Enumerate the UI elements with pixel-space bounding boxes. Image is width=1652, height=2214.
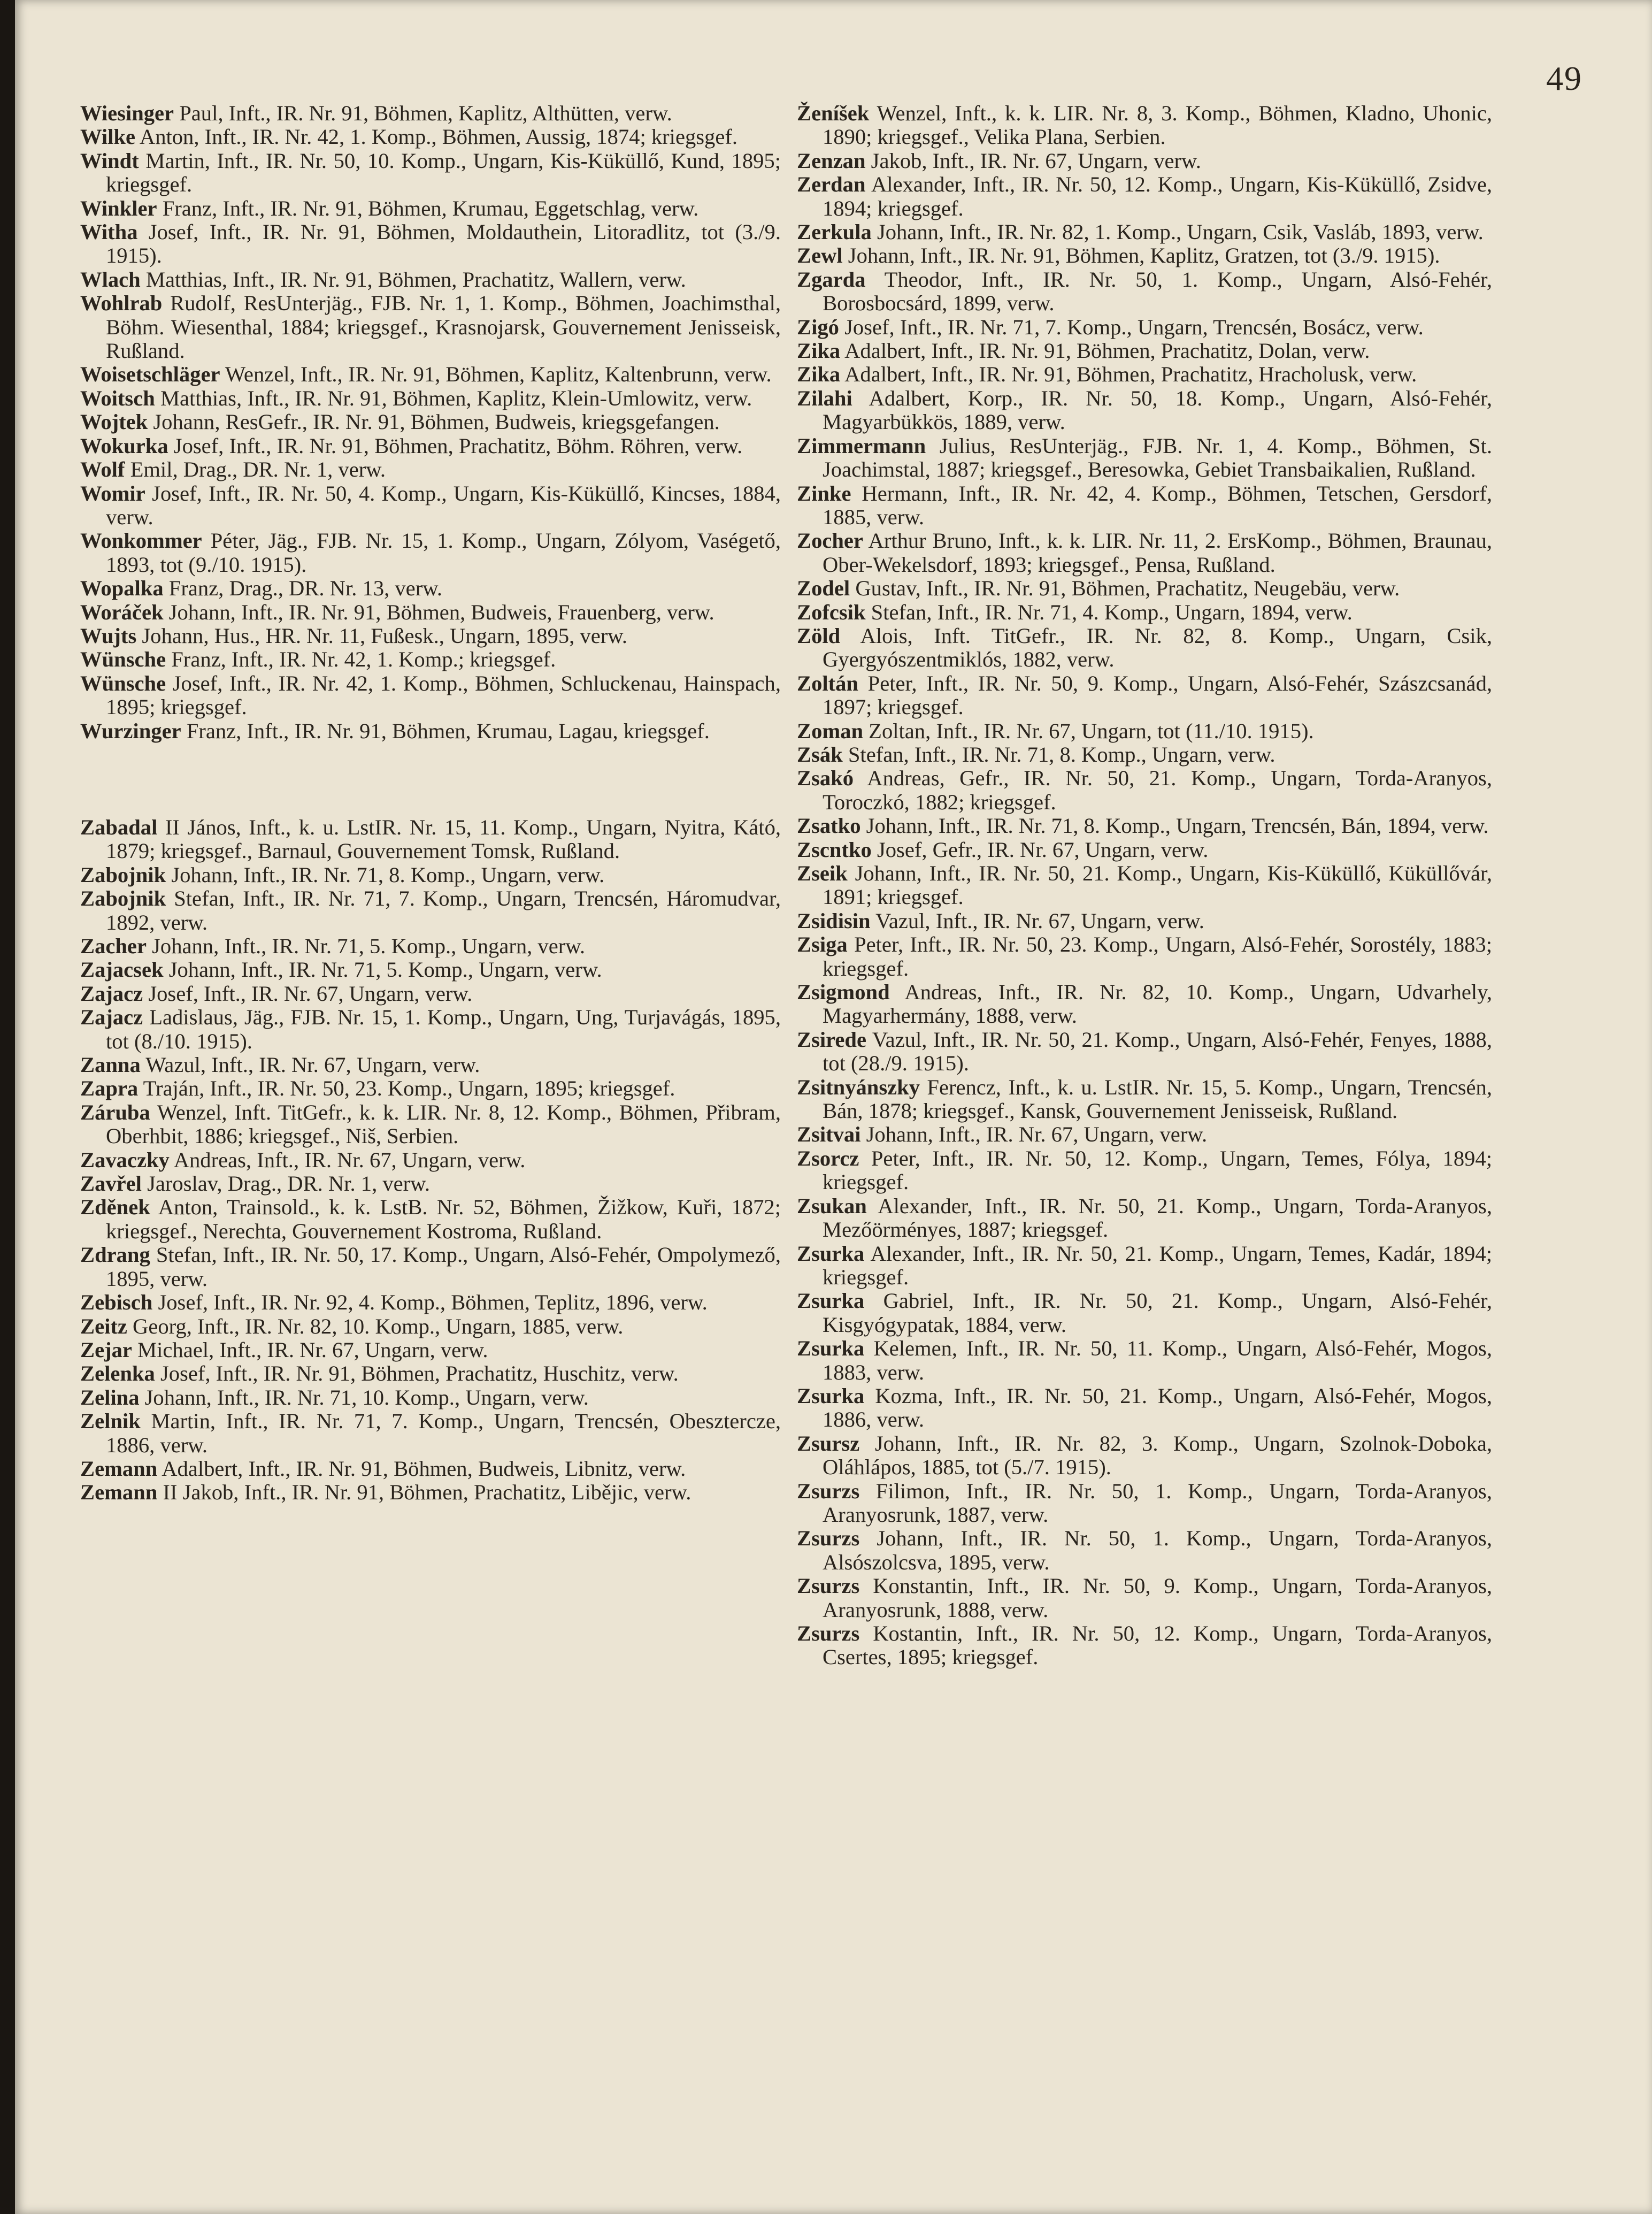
entry-surname: Zabadal [80,815,158,839]
entry-surname: Zabojnik [80,862,166,887]
entry-surname: Zajacz [80,981,143,1006]
entry-details: Theodor, Inft., IR. Nr. 50, 1. Komp., Ungarn, Alsó-Fehér, Borosbocsárd, 1899, verw. [823,267,1492,316]
register-entry [797,1028,1492,1076]
section-gap [80,743,781,816]
entry-surname: Zöld [797,623,841,648]
entry-surname: Zinke [797,481,851,505]
entry-surname: Zika [797,339,841,363]
register-entry [797,387,1492,434]
entry-details: Matthias, Inft., IR. Nr. 91, Böhmen, Prachatitz, Wallern, verw. [140,267,686,292]
entry-details: Georg, Inft., IR. Nr. 82, 10. Komp., Ungarn, 1885, verw. [127,1314,624,1338]
entry-surname: Wolf [80,457,125,482]
entry-details: II János, Inft., k. u. LstIR. Nr. 15, 11. Komp., Ungarn, Nyitra, Kátó, 1879; kriegsgef., Barnaul, Gouvernement Tomsk, Rußland. [106,815,781,863]
entry-surname: Windt [80,148,139,173]
entry-surname: Zewl [797,243,843,268]
entry-details: Alexander, Inft., IR. Nr. 50, 12. Komp., Ungarn, Kis-Küküllő, Zsidve, 1894; kriegsgef. [823,172,1492,220]
register-entry [80,1315,781,1338]
entry-surname: Wokurka [80,433,168,458]
register-entry [797,1337,1492,1384]
entry-details: Josef, Inft., IR. Nr. 91, Böhmen, Moldauthein, Litoradlitz, tot (3./9. 1915). [106,220,781,268]
entry-surname: Wurzinger [80,718,181,743]
register-entry [80,458,781,481]
register-entry [80,601,781,624]
register-entry [797,1527,1492,1574]
register-entry [797,814,1492,838]
entry-details: Johann, Inft., IR. Nr. 71, 5. Komp., Ungarn, verw. [146,934,586,958]
entry-surname: Zdrang [80,1243,150,1267]
entry-surname: Zoman [797,718,864,743]
entry-details: Johann, Inft., IR. Nr. 71, 10. Komp., Ungarn, verw. [139,1385,589,1409]
entry-details: Gustav, Inft., IR. Nr. 91, Böhmen, Prachatitz, Neugebäu, verw. [850,576,1400,601]
entry-surname: Zsitvai [797,1122,861,1147]
register-entry [797,980,1492,1028]
entry-surname: Womir [80,481,145,505]
register-entry [80,648,781,671]
right-column [797,102,1492,1669]
register-entry [797,1432,1492,1480]
register-entry [797,862,1492,909]
entry-details: Alexander, Inft., IR. Nr. 50, 21. Komp., Ungarn, Temes, Kadár, 1894; kriegsgef. [823,1241,1492,1289]
entry-surname: Zofcsik [797,600,866,624]
entry-details: Arthur Bruno, Inft., k. k. LIR. Nr. 11, 2. ErsKomp., Böhmen, Braunau, Ober-Wekelsdorf, 1893; kriegsgef., Pensa, Rußland. [823,528,1492,577]
entry-surname: Zoltán [797,671,858,695]
entry-surname: Witha [80,220,138,244]
register-entry [797,363,1492,386]
entry-surname: Winkler [80,196,157,220]
register-entry [80,387,781,410]
register-entry [80,363,781,386]
register-entry [80,958,781,982]
entry-details: Traján, Inft., IR. Nr. 50, 23. Komp., Ungarn, 1895; kriegsgef. [138,1076,675,1101]
register-entry [797,909,1492,933]
entry-surname: Zerdan [797,172,866,197]
entry-details: II Jakob, Inft., IR. Nr. 91, Böhmen, Prachatitz, Libějic, verw. [157,1480,691,1505]
entry-details: Kelemen, Inft., IR. Nr. 50, 11. Komp., Ungarn, Alsó-Fehér, Mogos, 1883, verw. [823,1336,1492,1384]
register-entry [80,1362,781,1385]
register-entry [80,1006,781,1053]
entry-details: Johann, ResGefr., IR. Nr. 91, Böhmen, Budweis, kriegsgefangen. [148,410,720,434]
register-entry [797,1123,1492,1146]
entry-surname: Zsurka [797,1241,865,1266]
register-entry [797,672,1492,719]
entry-surname: Wilke [80,125,135,149]
entry-surname: Zajacz [80,1005,143,1030]
entry-surname: Zejar [80,1337,132,1362]
entry-surname: Zsursz [797,1431,860,1455]
entry-details: Stefan, Inft., IR. Nr. 71, 4. Komp., Ungarn, 1894, verw. [865,600,1353,624]
entry-surname: Zsurka [797,1383,865,1408]
entry-details: Vazul, Inft., IR. Nr. 50, 21. Komp., Ungarn, Alsó-Fehér, Fenyes, 1888, tot (28./9. 1915). [823,1027,1492,1076]
entry-surname: Wujts [80,623,137,648]
entry-details: Kostantin, Inft., IR. Nr. 50, 12. Komp., Ungarn, Torda-Aranyos, Csertes, 1895; kriegsgef. [823,1621,1492,1669]
entry-surname: Zemann [80,1456,158,1481]
register-entry [80,529,781,577]
entry-surname: Zocher [797,528,863,553]
entry-details: Ferencz, Inft., k. u. LstIR. Nr. 15, 5. Komp., Ungarn, Trencsén, Bán, 1878; kriegsgef., Kansk, Gouvernement Jenisseisk, Rußland. [823,1075,1492,1123]
register-entry [80,1457,781,1481]
entry-surname: Zodel [797,576,850,601]
entry-details: Julius, ResUnterjäg., FJB. Nr. 1, 4. Komp., Böhmen, St. Joachimstal, 1887; kriegsgef., Beresowka, Gebiet Transbaikalien, Rußland. [823,433,1492,482]
register-entry [797,719,1492,743]
entry-surname: Záruba [80,1100,150,1124]
register-entry [797,838,1492,862]
entry-surname: Zsirede [797,1027,866,1052]
entry-surname: Zelenka [80,1361,155,1386]
entry-details: Johann, Inft., IR. Nr. 71, 5. Komp., Ungarn, verw. [163,957,602,982]
entry-surname: Woitsch [80,386,155,410]
entry-details: Johann, Inft., IR. Nr. 82, 1. Komp., Ungarn, Csik, Vasláb, 1893, verw. [871,220,1484,244]
book-page [15,0,1652,2214]
entry-details: Wenzel, Inft., IR. Nr. 91, Böhmen, Kaplitz, Kaltenbrunn, verw. [220,362,772,387]
entry-surname: Wohlrab [80,291,163,316]
entry-surname: Wiesinger [80,101,174,125]
entry-details: Wazul, Inft., IR. Nr. 67, Ungarn, verw. [140,1053,480,1077]
register-entry [80,410,781,434]
entry-surname: Zscntko [797,837,872,862]
entry-surname: Zelina [80,1385,140,1409]
register-entry [797,316,1492,339]
register-entry [80,1077,781,1100]
entry-surname: Wünsche [80,647,166,672]
entry-surname: Zika [797,362,841,387]
entry-surname: Zsák [797,742,843,767]
entry-details: Konstantin, Inft., IR. Nr. 50, 9. Komp., Ungarn, Torda-Aranyos, Aranyosrunk, 1888, verw. [823,1574,1492,1622]
register-entry [797,1622,1492,1669]
register-entry [80,220,781,268]
entry-surname: Wonkommer [80,528,202,553]
entry-details: Josef, Inft., IR. Nr. 91, Böhmen, Prachatitz, Böhm. Röhren, verw. [168,433,743,458]
entry-details: Rudolf, ResUnterjäg., FJB. Nr. 1, 1. Komp., Böhmen, Joachimsthal, Böhm. Wiesenthal, 1884; kriegsgef., Krasnojarsk, Gouvernement Jenisseisk, Rußland. [106,291,781,363]
entry-surname: Zsurzs [797,1574,860,1598]
entry-details: Johann, Inft., IR. Nr. 91, Böhmen, Kaplitz, Gratzen, tot (3./9. 1915). [842,243,1440,268]
register-entry [80,887,781,934]
entry-details: Andreas, Gefr., IR. Nr. 50, 21. Komp., Ungarn, Torda-Aranyos, Toroczkó, 1882; kriegsgef. [823,766,1492,814]
entry-details: Johann, Inft., IR. Nr. 50, 1. Komp., Ungarn, Torda-Aranyos, Alsószolcsva, 1895, verw. [823,1526,1492,1574]
entry-surname: Zsakó [797,766,854,791]
entry-details: Paul, Inft., IR. Nr. 91, Böhmen, Kaplitz, Althütten, verw. [174,101,672,125]
entry-details: Josef, Inft., IR. Nr. 71, 7. Komp., Ungarn, Trencsén, Bosácz, verw. [839,315,1424,339]
entry-surname: Zigó [797,315,839,339]
entry-surname: Zajacsek [80,957,164,982]
entry-details: Johann, Hus., HR. Nr. 11, Fußesk., Ungarn, 1895, verw. [136,623,628,648]
register-entry [80,434,781,458]
register-entry [797,601,1492,624]
entry-details: Johann, Inft., IR. Nr. 50, 21. Komp., Ungarn, Kis-Küküllő, Küküllővár, 1891; kriegsgef. [823,861,1492,909]
entry-details: Franz, Inft., IR. Nr. 91, Böhmen, Krumau, Eggetschlag, verw. [157,196,699,220]
register-entry [80,577,781,600]
entry-details: Vazul, Inft., IR. Nr. 67, Ungarn, verw. [870,908,1204,933]
entry-details: Johann, Inft., IR. Nr. 91, Böhmen, Budweis, Frauenberg, verw. [163,600,714,624]
register-entry [80,1481,781,1504]
entry-surname: Wlach [80,267,141,292]
entry-surname: Zeitz [80,1314,127,1338]
register-entry [797,102,1492,149]
entry-surname: Zavaczky [80,1147,170,1172]
register-entry [797,149,1492,173]
register-entry [797,1289,1492,1337]
entry-details: Alois, Inft. TitGefr., IR. Nr. 82, 8. Komp., Ungarn, Csik, Gyergyószentmiklós, 1882, verw. [823,623,1492,672]
entry-details: Adalbert, Inft., IR. Nr. 91, Böhmen, Budweis, Libnitz, verw. [157,1456,686,1481]
register-entry [80,1172,781,1196]
register-entry [80,102,781,125]
entry-surname: Zsatko [797,814,861,838]
register-entry [797,220,1492,244]
entry-surname: Zsurzs [797,1478,860,1503]
register-entry [80,149,781,197]
entry-details: Gabriel, Inft., IR. Nr. 50, 21. Komp., Ungarn, Alsó-Fehér, Kisgyógypatak, 1884, verw. [823,1289,1492,1337]
page-number: 49 [1546,59,1582,97]
entry-details: Johann, Inft., IR. Nr. 71, 8. Komp., Ungarn, verw. [166,862,605,887]
entry-surname: Woráček [80,600,164,624]
register-entry [797,268,1492,316]
entry-surname: Ženíšek [797,101,870,125]
entry-surname: Zsigmond [797,980,890,1005]
entry-surname: Zemann [80,1480,158,1505]
entry-details: Anton, Inft., IR. Nr. 42, 1. Komp., Böhmen, Aussig, 1874; kriegsgef. [135,125,737,149]
entry-details: Stefan, Inft., IR. Nr. 71, 7. Komp., Ungarn, Trencsén, Háromudvar, 1892, verw. [106,886,781,934]
entry-details: Josef, Inft., IR. Nr. 67, Ungarn, verw. [143,981,473,1006]
register-entry [80,863,781,887]
entry-surname: Zsurka [797,1289,865,1313]
entry-details: Josef, Inft., IR. Nr. 91, Böhmen, Prachatitz, Huschitz, verw. [155,1361,679,1386]
entry-details: Adalbert, Inft., IR. Nr. 91, Böhmen, Prachatitz, Dolan, verw. [840,339,1370,363]
entry-surname: Wojtek [80,410,148,434]
entry-surname: Zebisch [80,1290,153,1315]
entry-details: Peter, Inft., IR. Nr. 50, 23. Komp., Ungarn, Alsó-Fehér, Sorostély, 1883; kriegsgef. [823,932,1492,980]
register-entry [797,767,1492,814]
entry-surname: Zsitnyánszky [797,1075,920,1099]
register-entry [797,1574,1492,1622]
entry-details: Zoltan, Inft., IR. Nr. 67, Ungarn, tot (11./10. 1915). [863,718,1314,743]
entry-details: Wenzel, Inft. TitGefr., k. k. LIR. Nr. 8, 12. Komp., Böhmen, Přibram, Oberhbit, 1886; kriegsgef., Niš, Serbien. [106,1100,781,1148]
entry-details: Josef, Inft., IR. Nr. 50, 4. Komp., Ungarn, Kis-Küküllő, Kincses, 1884, verw. [106,481,781,529]
left-column [80,102,781,1505]
register-entry [80,292,781,363]
entry-surname: Zapra [80,1076,139,1101]
register-entry [80,672,781,719]
register-entry [80,482,781,530]
register-entry [80,1243,781,1291]
entry-surname: Zgarda [797,267,866,292]
register-entry [797,1147,1492,1194]
entry-details: Martin, Inft., IR. Nr. 50, 10. Komp., Ungarn, Kis-Küküllő, Kund, 1895; kriegsgef. [106,148,781,197]
entry-details: Martin, Inft., IR. Nr. 71, 7. Komp., Ungarn, Trencsén, Obesztercze, 1886, verw. [106,1409,781,1457]
entry-surname: Zseik [797,861,848,885]
register-entry [80,1291,781,1314]
register-entry [80,1196,781,1243]
entry-details: Anton, Trainsold., k. k. LstB. Nr. 52, Böhmen, Žižkow, Kuři, 1872; kriegsgef., Nerechta, Gouvernement Kostroma, Rußland. [106,1195,781,1243]
entry-details: Matthias, Inft., IR. Nr. 91, Böhmen, Kaplitz, Klein-Umlowitz, verw. [155,386,752,410]
register-entry [797,529,1492,577]
entry-surname: Zsidisin [797,908,871,933]
entry-surname: Zabojnik [80,886,166,911]
entry-surname: Woisetschläger [80,362,220,387]
entry-surname: Wopalka [80,576,164,601]
entry-details: Franz, Inft., IR. Nr. 91, Böhmen, Krumau, Lagau, kriegsgef. [181,718,710,743]
entry-details: Stefan, Inft., IR. Nr. 50, 17. Komp., Ungarn, Alsó-Fehér, Ompolymező, 1895, verw. [106,1243,781,1291]
register-entry [80,1386,781,1409]
entry-details: Johann, Inft., IR. Nr. 82, 3. Komp., Ungarn, Szolnok-Doboka, Oláhlápos, 1885, tot (5./7. 1915). [823,1431,1492,1480]
register-entry [797,244,1492,267]
register-entry [80,719,781,743]
entry-details: Johann, Inft., IR. Nr. 71, 8. Komp., Ungarn, Trencsén, Bán, 1894, verw. [860,814,1489,838]
register-entry [80,1409,781,1457]
entry-details: Peter, Inft., IR. Nr. 50, 9. Komp., Ungarn, Alsó-Fehér, Szászcsanád, 1897; kriegsgef. [823,671,1492,719]
register-entry [80,934,781,958]
entry-details: Kozma, Inft., IR. Nr. 50, 21. Komp., Ungarn, Alsó-Fehér, Mogos, 1886, verw. [823,1383,1492,1432]
entry-details: Stefan, Inft., IR. Nr. 71, 8. Komp., Ungarn, verw. [842,742,1276,767]
entry-details: Wenzel, Inft., k. k. LIR. Nr. 8, 3. Komp., Böhmen, Kladno, Uhonic, 1890; kriegsgef., Velika Plana, Serbien. [823,101,1492,149]
entry-details: Alexander, Inft., IR. Nr. 50, 21. Komp., Ungarn, Torda-Aranyos, Mezőörményes, 1887; kriegsgef. [823,1193,1492,1242]
entry-details: Péter, Jäg., FJB. Nr. 15, 1. Komp., Ungarn, Zólyom, Vaségető, 1893, tot (9./10. 1915). [106,528,781,577]
entry-details: Filimon, Inft., IR. Nr. 50, 1. Komp., Ungarn, Torda-Aranyos, Aranyosrunk, 1887, verw. [823,1478,1492,1527]
register-entry [797,577,1492,600]
register-entry [80,125,781,149]
entry-details: Emil, Drag., DR. Nr. 1, verw. [125,457,386,482]
entry-details: Michael, Inft., IR. Nr. 67, Ungarn, verw. [132,1337,488,1362]
register-entry [80,1148,781,1172]
register-entry [80,982,781,1006]
register-entry [797,434,1492,482]
entry-surname: Zsurka [797,1336,865,1361]
entry-surname: Zacher [80,934,147,958]
register-entry [797,1194,1492,1242]
entry-surname: Zsurzs [797,1526,860,1551]
entry-details: Josef, Inft., IR. Nr. 92, 4. Komp., Böhmen, Teplitz, 1896, verw. [152,1290,708,1315]
entry-details: Andreas, Inft., IR. Nr. 82, 10. Komp., Ungarn, Udvarhely, Magyarhermány, 1888, verw. [823,980,1492,1028]
entry-details: Johann, Inft., IR. Nr. 67, Ungarn, verw. [860,1122,1208,1147]
entry-surname: Zsurzs [797,1621,860,1645]
entry-surname: Zavřel [80,1171,142,1196]
register-entry [80,1338,781,1362]
entry-details: Josef, Inft., IR. Nr. 42, 1. Komp., Böhmen, Schluckenau, Hainspach, 1895; kriegsgef. [106,671,781,719]
entry-surname: Wünsche [80,671,166,695]
register-entry [797,482,1492,530]
register-entry [80,816,781,863]
register-entry [80,624,781,648]
register-entry [797,1480,1492,1527]
register-entry [797,1384,1492,1432]
register-entry [797,933,1492,980]
register-entry [797,743,1492,767]
register-entry [797,173,1492,220]
entry-details: Adalbert, Korp., IR. Nr. 50, 18. Komp., Ungarn, Alsó-Fehér, Magyarbükkös, 1889, verw. [823,386,1492,434]
entry-details: Peter, Inft., IR. Nr. 50, 12. Komp., Ungarn, Temes, Fólya, 1894; kriegsgef. [823,1146,1492,1194]
entry-details: Ladislaus, Jäg., FJB. Nr. 15, 1. Komp., Ungarn, Ung, Turjavágás, 1895, tot (8./10. 1915). [106,1005,781,1053]
entry-details: Franz, Inft., IR. Nr. 42, 1. Komp.; kriegsgef. [166,647,556,672]
entry-surname: Zsorcz [797,1146,859,1170]
entry-surname: Zilahi [797,386,852,410]
entry-surname: Zelnik [80,1409,141,1434]
register-entry [797,1242,1492,1290]
entry-details: Andreas, Inft., IR. Nr. 67, Ungarn, verw. [169,1147,526,1172]
entry-surname: Zimmermann [797,433,926,458]
register-entry [797,339,1492,363]
register-entry [80,197,781,220]
entry-surname: Zenzan [797,148,866,173]
entry-details: Jakob, Inft., IR. Nr. 67, Ungarn, verw. [865,148,1201,173]
entry-surname: Zděnek [80,1195,150,1220]
entry-surname: Zsukan [797,1193,867,1218]
register-entry [797,624,1492,672]
entry-surname: Zerkula [797,220,872,244]
register-entry [80,268,781,292]
register-entry [80,1053,781,1077]
entry-details: Hermann, Inft., IR. Nr. 42, 4. Komp., Böhmen, Tetschen, Gersdorf, 1885, verw. [823,481,1492,529]
entry-details: Adalbert, Inft., IR. Nr. 91, Böhmen, Prachatitz, Hracholusk, verw. [840,362,1417,387]
register-entry [80,1101,781,1148]
register-entry [797,1076,1492,1123]
entry-details: Josef, Gefr., IR. Nr. 67, Ungarn, verw. [871,837,1209,862]
entry-details: Jaroslav, Drag., DR. Nr. 1, verw. [141,1171,430,1196]
entry-surname: Zanna [80,1053,141,1077]
entry-details: Franz, Drag., DR. Nr. 13, verw. [163,576,443,601]
entry-surname: Zsiga [797,932,848,957]
